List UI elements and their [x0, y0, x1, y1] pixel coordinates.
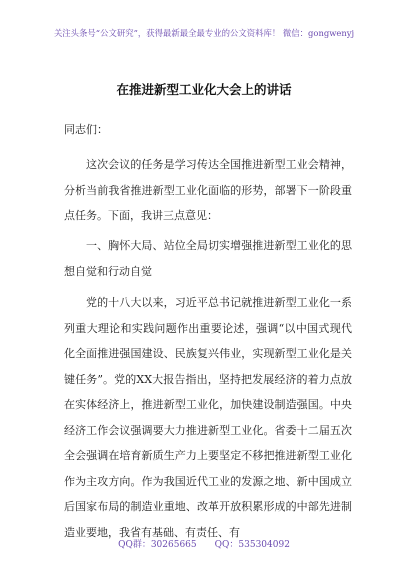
paragraph-intro-text: 这次会议的任务是学习传达全国推进新型工业会精神，分析当前我省推进新型工业化面临的形势，部署下一阶段重点任务。下面，我讲三点意见： — [64, 158, 352, 222]
paragraph-intro — [64, 152, 352, 229]
paragraph-body — [64, 290, 352, 545]
footer-qq-group: QQ群：30265665 — [118, 540, 197, 550]
salutation: 同志们： — [64, 123, 108, 136]
footer-contact — [0, 537, 408, 550]
document-title: 在推进新型工业化大会上的讲话 — [116, 82, 292, 97]
section-heading-1 — [64, 233, 352, 284]
footer-qq: QQ：535304092 — [214, 540, 290, 550]
paragraph-body-text: 党的十八大以来，习近平总书记就推进新型工业化一系列重大理论和实践问题作出重要论述，强调“以中国式现代化全面推进强国建设、民族复兴伟业，实现新型工业化是关键任务”。党的XX大报告指出，坚持把发展经济的着力点放在实体经济上，推进新型工业化，加快建设制造强国。中央经济工作会议强调要大力推进新型工业化。省委十二届五次全会强调在培育新质生产力上要坚定不移把推进新型工业化作为主攻方向。作为我国近代工业的发源之地、新中国成立后国家布局的制造业重地、改革开放积累形成的中部先进制造业要地，我省有基础、有责任、有 — [64, 296, 352, 539]
header-note: 关注头条号“公文研究”，获得最新最全最专业的公文资料库！ 微信：gongwenyj — [53, 28, 355, 38]
section-heading-1-text: 一、胸怀大局、站位全局切实增强推进新型工业化的思想自觉和行动自觉 — [64, 239, 352, 278]
